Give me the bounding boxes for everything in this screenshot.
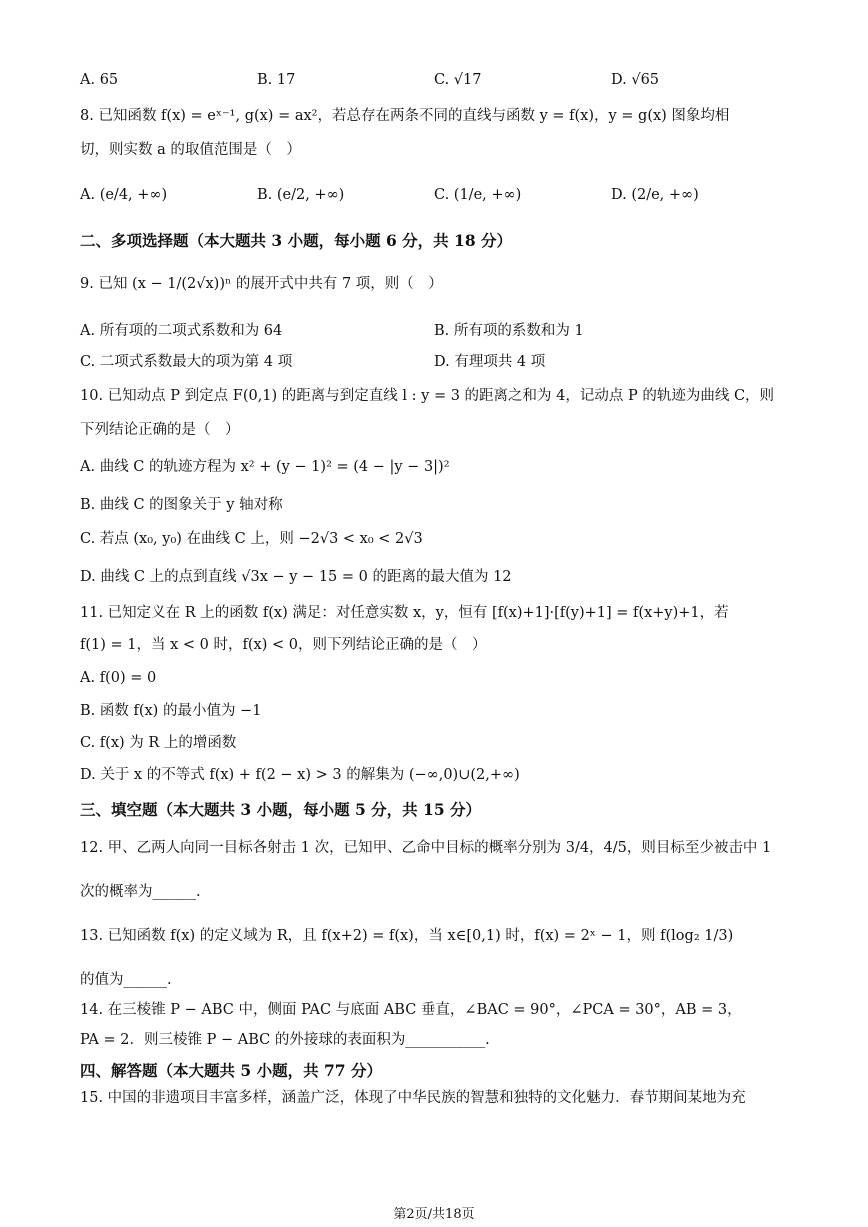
q14-stem-line2: PA = 2．则三棱锥 P − ABC 的外接球的表面积为___________. <box>80 1032 490 1048</box>
q8-option-a: A. (e/4, +∞) <box>80 187 168 203</box>
q10-option-b: B. 曲线 C 的图象关于 y 轴对称 <box>80 497 283 513</box>
q12-stem-line2: 次的概率为______. <box>80 884 201 900</box>
q11-option-c: C. f(x) 为 R 上的增函数 <box>80 735 237 751</box>
q10-stem-line1: 10. 已知动点 P 到定点 F(0,1) 的距离与到定直线 l : y = 3 的距离之和为 4，记动点 P 的轨迹为曲线 C，则 <box>80 388 775 404</box>
q13-stem-line2: 的值为______. <box>80 972 172 988</box>
q11-stem-line1: 11. 已知定义在 R 上的函数 f(x) 满足：对任意实数 x，y，恒有 [f(x)+1]·[f(y)+1] = f(x+y)+1，若 <box>80 605 729 621</box>
q8-stem-line2: 切，则实数 a 的取值范围是（ ） <box>80 142 301 158</box>
q15-stem-line1: 15. 中国的非遗项目丰富多样，涵盖广泛，体现了中华民族的智慧和独特的文化魅力．春节期间某地为充 <box>80 1090 746 1106</box>
section-fill-in-heading: 三、填空题（本大题共 3 小题，每小题 5 分，共 15 分） <box>80 800 482 819</box>
q7-options <box>80 68 788 92</box>
section-solution-heading: 四、解答题（本大题共 5 小题，共 77 分） <box>80 1061 382 1080</box>
q14-stem-line1: 14. 在三棱锥 P − ABC 中，侧面 PAC 与底面 ABC 垂直，∠BAC = 90°，∠PCA = 30°，AB = 3， <box>80 1002 742 1018</box>
page-number-footer: 第2页/共18页 <box>393 1207 475 1222</box>
q7-option-b: B. 17 <box>257 72 296 88</box>
q8-option-c: C. (1/e, +∞) <box>434 187 522 203</box>
q11-option-a: A. f(0) = 0 <box>80 670 157 686</box>
q8-option-d: D. (2/e, +∞) <box>611 187 699 203</box>
q7-option-a: A. 65 <box>80 72 119 88</box>
q9-option-b: B. 所有项的系数和为 1 <box>434 323 584 339</box>
q9-option-d: D. 有理项共 4 项 <box>434 354 546 370</box>
q7-option-c: C. √17 <box>434 72 482 88</box>
q10-option-c: C. 若点 (x₀, y₀) 在曲线 C 上，则 −2√3 < x₀ < 2√3 <box>80 531 423 547</box>
q11-option-b: B. 函数 f(x) 的最小值为 −1 <box>80 703 262 719</box>
q8-option-b: B. (e/2, +∞) <box>257 187 345 203</box>
q8-options <box>80 183 788 207</box>
q10-option-d: D. 曲线 C 上的点到直线 √3x − y − 15 = 0 的距离的最大值为 12 <box>80 569 512 585</box>
q9-options-row1 <box>80 319 788 343</box>
q10-option-a: A. 曲线 C 的轨迹方程为 x² + (y − 1)² = (4 − |y − 3|)² <box>80 459 450 475</box>
section-multiple-choice-heading: 二、多项选择题（本大题共 3 小题，每小题 6 分，共 18 分） <box>80 231 513 250</box>
q9-option-c: C. 二项式系数最大的项为第 4 项 <box>80 354 293 370</box>
q9-options-row2 <box>80 350 788 374</box>
q10-stem-line2: 下列结论正确的是（ ） <box>80 422 240 438</box>
q8-stem-line1: 8. 已知函数 f(x) = eˣ⁻¹, g(x) = ax²，若总存在两条不同的直线与函数 y = f(x)，y = g(x) 图象均相 <box>80 108 730 124</box>
q9-stem: 9. 已知 (x − 1/(2√x))ⁿ 的展开式中共有 7 项，则（ ） <box>80 276 443 292</box>
q13-stem-line1: 13. 已知函数 f(x) 的定义域为 R，且 f(x+2) = f(x)，当 x∈[0,1) 时，f(x) = 2ˣ − 1，则 f(log₂ 1/3) <box>80 928 734 944</box>
q9-option-a: A. 所有项的二项式系数和为 64 <box>80 323 283 339</box>
q12-stem-line1: 12. 甲、乙两人向同一目标各射击 1 次，已知甲、乙命中目标的概率分别为 3/4，4/5，则目标至少被击中 1 <box>80 840 772 856</box>
q11-stem-line2: f(1) = 1，当 x < 0 时，f(x) < 0，则下列结论正确的是（ ） <box>80 637 487 653</box>
q11-option-d: D. 关于 x 的不等式 f(x) + f(2 − x) > 3 的解集为 (−∞,0)∪(2,+∞) <box>80 767 520 783</box>
q7-option-d: D. √65 <box>611 72 660 88</box>
